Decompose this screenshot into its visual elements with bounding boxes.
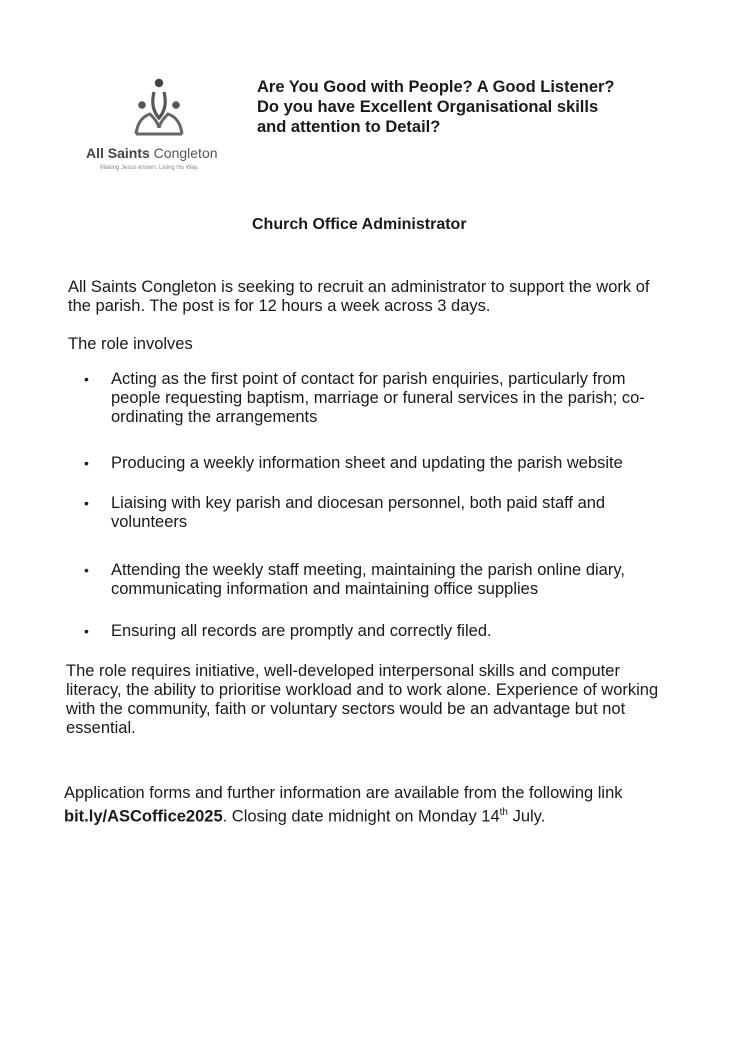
bullet-text: Liaising with key parish and diocesan personnel, both paid staff and volunteers <box>111 494 606 531</box>
job-title: Church Office Administrator <box>252 216 467 233</box>
church-logo-icon <box>128 78 190 140</box>
all-saints-logo <box>86 78 236 171</box>
role-intro: The role involves <box>68 335 193 353</box>
application-paragraph <box>64 784 684 827</box>
bullet-icon: • <box>84 371 89 387</box>
bullet-icon: • <box>84 455 89 471</box>
closing-line <box>64 803 684 827</box>
bullet-icon: • <box>84 562 89 578</box>
application-link[interactable]: bit.ly/ASCoffice2025 <box>64 807 223 826</box>
bullet-icon: • <box>84 623 89 639</box>
closing-date-suffix: th <box>499 807 508 818</box>
bullet-icon: • <box>84 495 89 511</box>
application-line: Application forms and further information are available from the following link <box>64 784 623 802</box>
bullet-text: Producing a weekly information sheet and updating the parish website <box>111 454 623 472</box>
logo-tagline: Making Jesus known. Living his Way. <box>100 165 199 171</box>
headline-line-3: and attention to Detail? <box>257 118 441 136</box>
headline-line-1: Are You Good with People? A Good Listener? <box>257 78 615 96</box>
closing-month: July. <box>508 807 546 826</box>
bullet-text: Attending the weekly staff meeting, maintaining the parish online diary, communicating information and maintaining office supplies <box>111 561 625 598</box>
logo-name-rest: Congleton <box>149 145 218 161</box>
logo-wordmark <box>86 145 218 161</box>
logo-name-bold: All Saints <box>86 145 150 161</box>
closing-date-text: . Closing date midnight on Monday 14 <box>222 807 500 826</box>
headline-line-2: Do you have Excellent Organisational skills <box>257 98 599 116</box>
requirements-paragraph: The role requires initiative, well-developed interpersonal skills and computer literacy, the ability to prioritise workload and to work alone. Experience of working with the community, faith or voluntary sectors would be an advantage but not essential. <box>66 662 659 737</box>
bullet-text: Ensuring all records are promptly and correctly filed. <box>111 622 492 640</box>
intro-paragraph: All Saints Congleton is seeking to recruit an administrator to support the work of the parish. The post is for 12 hours a week across 3 days. <box>68 278 650 315</box>
bullet-text: Acting as the first point of contact for parish enquiries, particularly from people requesting baptism, marriage or funeral services in the parish; co-ordinating the arrangements <box>111 370 645 426</box>
headline <box>257 77 677 137</box>
